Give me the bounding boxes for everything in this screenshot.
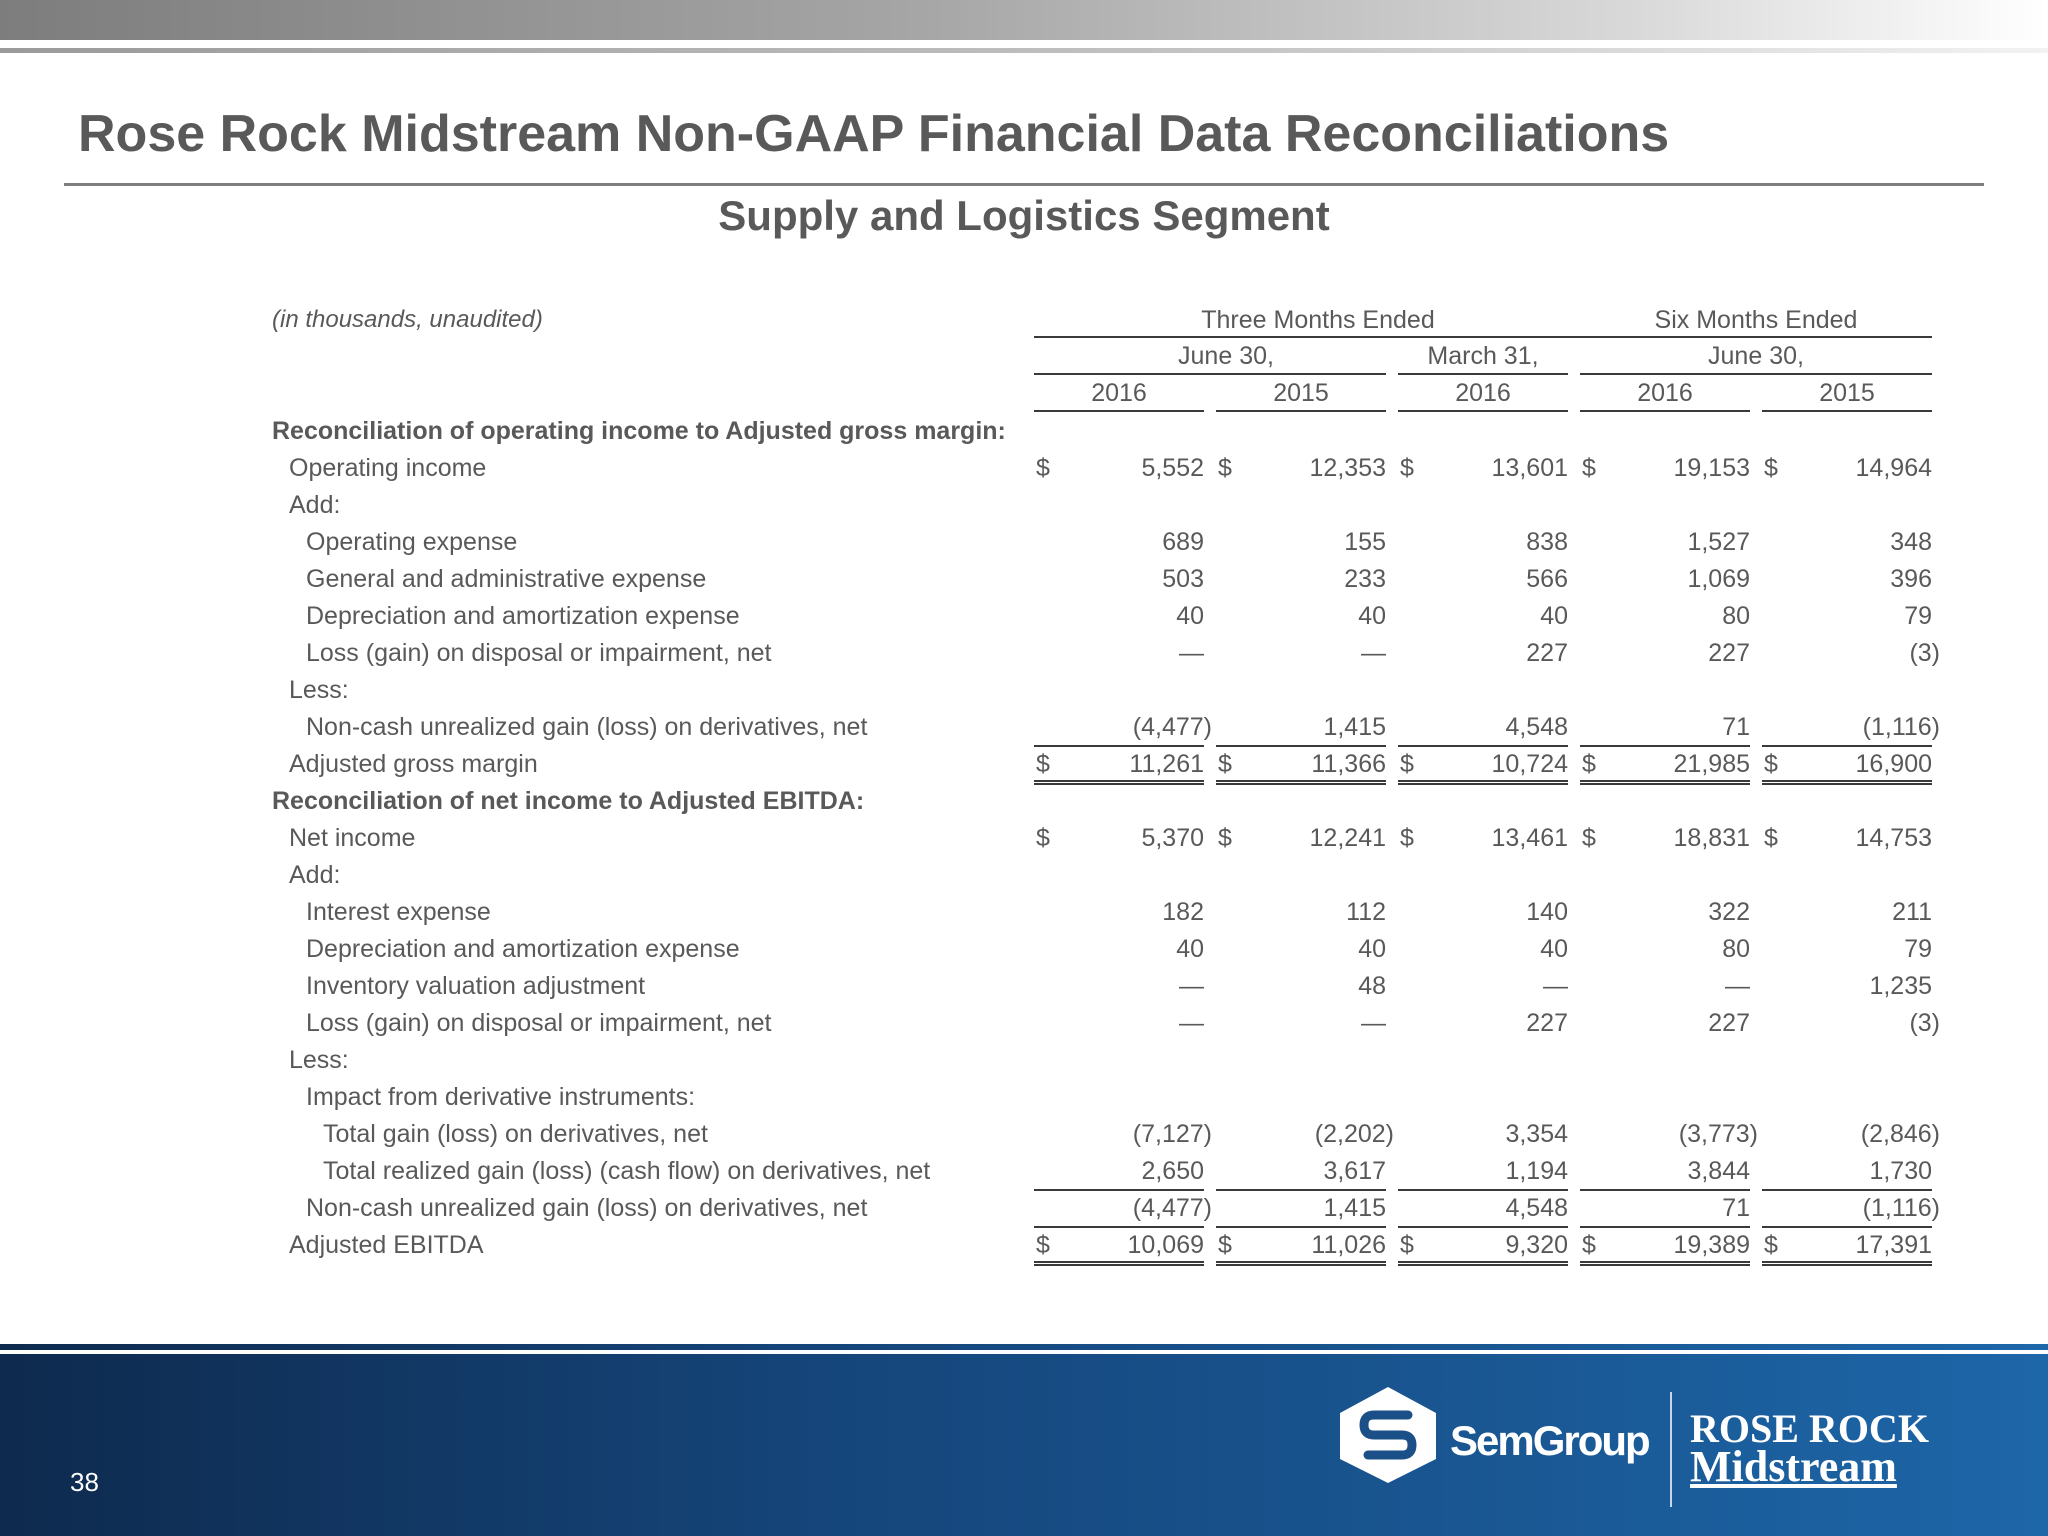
value-cell [1216, 819, 1386, 856]
dollar-sign: $ [1218, 454, 1232, 482]
value: — [1179, 639, 1204, 667]
header-year: 2015 [1273, 379, 1329, 407]
dollar-sign: $ [1036, 824, 1050, 852]
value-cell [1762, 449, 1932, 486]
header-june-30-three-months: June 30, [1178, 342, 1274, 370]
table-row [0, 671, 2048, 708]
value: (3) [1909, 1009, 1940, 1037]
value-cell [1034, 745, 1204, 785]
value: (1,116) [1862, 1194, 1940, 1222]
value-cell [1216, 560, 1386, 597]
table-row [0, 1041, 2048, 1078]
units-note: (in thousands, unaudited) [272, 306, 543, 333]
value-cell [1762, 523, 1932, 560]
value-cell [1034, 819, 1204, 856]
value-cell [1762, 597, 1932, 634]
value: 17,391 [1855, 1231, 1932, 1259]
dollar-sign: $ [1764, 824, 1778, 852]
row-label: Non-cash unrealized gain (loss) on derivatives, net [306, 1194, 868, 1222]
value-cell [1580, 597, 1750, 634]
value-cell [1398, 597, 1568, 634]
value: 40 [1176, 935, 1204, 963]
table-row [0, 1078, 2048, 1115]
row-label: Total realized gain (loss) (cash flow) on derivatives, net [323, 1157, 931, 1185]
dollar-sign: $ [1400, 750, 1414, 778]
value-cell [1398, 1115, 1568, 1152]
value: 140 [1526, 898, 1568, 926]
table-row [0, 449, 2048, 486]
dollar-sign: $ [1582, 1231, 1596, 1259]
value: 14,964 [1855, 454, 1932, 482]
value-cell [1034, 930, 1204, 967]
table-row [0, 1152, 2048, 1189]
dollar-sign: $ [1036, 454, 1050, 482]
table-row [0, 486, 2048, 523]
value-cell [1580, 1152, 1750, 1191]
value-cell [1580, 745, 1750, 785]
value: — [1361, 639, 1386, 667]
dollar-sign: $ [1218, 1231, 1232, 1259]
value: 227 [1708, 639, 1750, 667]
value: 40 [1540, 935, 1568, 963]
value-cell [1034, 893, 1204, 930]
value-cell [1034, 1152, 1204, 1191]
value: 9,320 [1505, 1231, 1568, 1259]
value-cell [1398, 967, 1568, 1004]
row-label: Depreciation and amortization expense [306, 935, 740, 963]
value-cell [1034, 449, 1204, 486]
value-cell [1034, 1004, 1204, 1041]
value: 12,241 [1309, 824, 1386, 852]
semgroup-mark-icon [1336, 1385, 1440, 1485]
header-rule [1034, 373, 1386, 375]
value-cell [1034, 597, 1204, 634]
value: 79 [1904, 602, 1932, 630]
value: 16,900 [1855, 750, 1932, 778]
header-year: 2016 [1091, 379, 1147, 407]
value-cell [1580, 819, 1750, 856]
value-cell [1398, 523, 1568, 560]
row-label: Non-cash unrealized gain (loss) on derivatives, net [306, 713, 868, 741]
value-cell [1034, 523, 1204, 560]
header-rule [1580, 336, 1932, 338]
row-label: Reconciliation of operating income to Adjusted gross margin: [272, 417, 1006, 445]
value-cell [1762, 1004, 1940, 1041]
value: — [1179, 972, 1204, 1000]
top-gradient-bar [0, 0, 2048, 40]
table-row [0, 634, 2048, 671]
semgroup-wordmark: SemGroup [1450, 1417, 1649, 1464]
row-label: Impact from derivative instruments: [306, 1083, 696, 1111]
value: 838 [1526, 528, 1568, 556]
value-cell [1580, 634, 1750, 671]
dollar-sign: $ [1582, 750, 1596, 778]
table-row [0, 819, 2048, 856]
dollar-sign: $ [1400, 454, 1414, 482]
header-rule [1398, 373, 1568, 375]
row-label: Depreciation and amortization expense [306, 602, 740, 630]
value: 71 [1722, 1194, 1750, 1222]
row-label: Operating income [289, 454, 487, 482]
value: 11,026 [1311, 1231, 1386, 1259]
value-cell [1580, 967, 1750, 1004]
value-cell [1034, 1226, 1204, 1266]
table-row [0, 745, 2048, 782]
table-row [0, 967, 2048, 1004]
row-label: Loss (gain) on disposal or impairment, net [306, 639, 772, 667]
value-cell [1216, 1189, 1386, 1228]
value: 396 [1890, 565, 1932, 593]
value-cell [1398, 930, 1568, 967]
value: 13,461 [1491, 824, 1568, 852]
value-cell [1398, 745, 1568, 785]
value-cell [1216, 449, 1386, 486]
value-cell [1034, 1115, 1212, 1152]
value: 1,235 [1869, 972, 1932, 1000]
value: 322 [1708, 898, 1750, 926]
value-cell [1580, 560, 1750, 597]
dollar-sign: $ [1400, 1231, 1414, 1259]
semgroup-logo [1336, 1385, 1656, 1485]
value-cell [1762, 1189, 1940, 1228]
value-cell [1216, 597, 1386, 634]
dollar-sign: $ [1582, 454, 1596, 482]
value: (1,116) [1862, 713, 1940, 741]
row-label: Adjusted EBITDA [289, 1231, 484, 1259]
table-row [0, 782, 2048, 819]
value: 79 [1904, 935, 1932, 963]
value: 5,370 [1141, 824, 1204, 852]
table-row [0, 597, 2048, 634]
value: 1,415 [1323, 713, 1386, 741]
value: 503 [1162, 565, 1204, 593]
value: — [1543, 972, 1568, 1000]
row-label: Inventory valuation adjustment [306, 972, 646, 1000]
value-cell [1398, 1004, 1568, 1041]
row-label: Net income [289, 824, 416, 852]
value-cell [1398, 708, 1568, 747]
table-row [0, 412, 2048, 449]
table-row [0, 930, 2048, 967]
page-title: Rose Rock Midstream Non-GAAP Financial Data Reconciliations [78, 105, 1670, 163]
value: 10,724 [1491, 750, 1568, 778]
value: 1,730 [1869, 1157, 1932, 1185]
value-cell [1762, 1152, 1932, 1191]
value: 1,069 [1687, 565, 1750, 593]
value-cell [1580, 1226, 1750, 1266]
value-cell [1398, 560, 1568, 597]
value-cell [1762, 819, 1932, 856]
value: 11,366 [1311, 750, 1386, 778]
value: 1,194 [1505, 1157, 1568, 1185]
value-cell [1398, 634, 1568, 671]
table-row [0, 893, 2048, 930]
value-cell [1580, 893, 1750, 930]
rose-rock-midstream-logo [1690, 1405, 1950, 1495]
value-cell [1762, 893, 1932, 930]
value-cell [1580, 1004, 1750, 1041]
value: 3,844 [1687, 1157, 1750, 1185]
header-year: 2015 [1819, 379, 1875, 407]
table-row [0, 1115, 2048, 1152]
page-subtitle: Supply and Logistics Segment [718, 192, 1330, 239]
value-cell [1216, 1115, 1394, 1152]
dollar-sign: $ [1218, 750, 1232, 778]
row-label: Operating expense [306, 528, 518, 556]
value-cell [1580, 1115, 1758, 1152]
value-cell [1580, 1189, 1750, 1228]
value-cell [1034, 967, 1204, 1004]
dollar-sign: $ [1582, 824, 1596, 852]
value: 227 [1526, 639, 1568, 667]
value-cell [1216, 1152, 1386, 1191]
header-june-30-six-months: June 30, [1708, 342, 1804, 370]
footer-divider-line [0, 1350, 2048, 1354]
value: 4,548 [1505, 1194, 1568, 1222]
row-label: Reconciliation of net income to Adjusted EBITDA: [272, 787, 865, 815]
value: 18,831 [1673, 824, 1750, 852]
value: 5,552 [1141, 454, 1204, 482]
value-cell [1762, 967, 1932, 1004]
value: 40 [1540, 602, 1568, 630]
value-cell [1398, 449, 1568, 486]
value-cell [1580, 708, 1750, 747]
value-cell [1216, 1226, 1386, 1266]
value: 13,601 [1491, 454, 1568, 482]
value: 11,261 [1129, 750, 1204, 778]
value-cell [1762, 1115, 1940, 1152]
value: 14,753 [1855, 824, 1932, 852]
dollar-sign: $ [1036, 1231, 1050, 1259]
value-cell [1034, 708, 1212, 747]
value: 3,354 [1505, 1120, 1568, 1148]
value-cell [1034, 560, 1204, 597]
value-cell [1034, 634, 1204, 671]
value-cell [1216, 930, 1386, 967]
value-cell [1762, 634, 1940, 671]
top-divider-line [0, 48, 2048, 53]
title-underline [64, 183, 1984, 186]
table-row [0, 1189, 2048, 1226]
page-number: 38 [70, 1467, 99, 1497]
value-cell [1398, 1152, 1568, 1191]
value: 40 [1358, 935, 1386, 963]
value: 1,415 [1323, 1194, 1386, 1222]
value-cell [1762, 1226, 1932, 1266]
row-label: Add: [289, 491, 341, 519]
header-six-months-ended: Six Months Ended [1654, 306, 1858, 334]
header-rule [1034, 336, 1602, 338]
value: 12,353 [1309, 454, 1386, 482]
value: 19,153 [1673, 454, 1750, 482]
row-label: General and administrative expense [306, 565, 707, 593]
value-cell [1398, 819, 1568, 856]
value: 182 [1162, 898, 1204, 926]
rose-rock-wordmark: ROSE ROCK [1690, 1406, 1929, 1451]
value: 2,650 [1141, 1157, 1204, 1185]
value: 211 [1892, 898, 1932, 926]
value-cell [1762, 745, 1932, 785]
value: (4,477) [1132, 713, 1212, 741]
row-label: Less: [289, 1046, 349, 1074]
row-label: Loss (gain) on disposal or impairment, net [306, 1009, 772, 1037]
dollar-sign: $ [1764, 454, 1778, 482]
value: 48 [1358, 972, 1386, 1000]
value: 112 [1346, 898, 1386, 926]
row-label: Less: [289, 676, 349, 704]
value-cell [1216, 523, 1386, 560]
dollar-sign: $ [1764, 750, 1778, 778]
value: 80 [1722, 602, 1750, 630]
table-row [0, 523, 2048, 560]
value-cell [1216, 967, 1386, 1004]
value-cell [1398, 1189, 1568, 1228]
value: 21,985 [1673, 750, 1750, 778]
row-label: Total gain (loss) on derivatives, net [323, 1120, 708, 1148]
header-year: 2016 [1455, 379, 1511, 407]
value: (3,773) [1678, 1120, 1758, 1148]
value-cell [1216, 708, 1386, 747]
value: (2,202) [1314, 1120, 1394, 1148]
value: (7,127) [1132, 1120, 1212, 1148]
value-cell [1762, 560, 1932, 597]
row-label: Adjusted gross margin [289, 750, 538, 778]
value: 4,548 [1505, 713, 1568, 741]
value-cell [1216, 893, 1386, 930]
value-cell [1762, 930, 1932, 967]
value: 10,069 [1127, 1231, 1204, 1259]
value: (3) [1909, 639, 1940, 667]
table-row [0, 856, 2048, 893]
value: — [1179, 1009, 1204, 1037]
value: 71 [1722, 713, 1750, 741]
header-rule [1580, 373, 1932, 375]
dollar-sign: $ [1764, 1231, 1778, 1259]
logo-divider [1670, 1392, 1672, 1507]
row-label: Interest expense [306, 898, 491, 926]
table-row [0, 560, 2048, 597]
value: 566 [1526, 565, 1568, 593]
table-row [0, 708, 2048, 745]
value: 19,389 [1673, 1231, 1750, 1259]
value: 348 [1890, 528, 1932, 556]
value: 40 [1358, 602, 1386, 630]
header-year: 2016 [1637, 379, 1693, 407]
value-cell [1216, 1004, 1386, 1041]
value: 80 [1722, 935, 1750, 963]
value: (2,846) [1860, 1120, 1940, 1148]
value: 1,527 [1687, 528, 1750, 556]
value: 227 [1526, 1009, 1568, 1037]
value-cell [1762, 708, 1940, 747]
value-cell [1580, 449, 1750, 486]
header-march-31: March 31, [1427, 342, 1539, 370]
value-cell [1398, 1226, 1568, 1266]
value: 3,617 [1323, 1157, 1386, 1185]
row-label: Add: [289, 861, 341, 889]
dollar-sign: $ [1218, 824, 1232, 852]
value: 233 [1344, 565, 1386, 593]
table-row [0, 1004, 2048, 1041]
value: 227 [1708, 1009, 1750, 1037]
value-cell [1580, 523, 1750, 560]
value: 40 [1176, 602, 1204, 630]
dollar-sign: $ [1036, 750, 1050, 778]
value: — [1725, 972, 1750, 1000]
value-cell [1580, 930, 1750, 967]
value: — [1361, 1009, 1386, 1037]
value: 155 [1344, 528, 1386, 556]
midstream-wordmark: Midstream [1690, 1442, 1897, 1491]
value-cell [1216, 745, 1386, 785]
dollar-sign: $ [1400, 824, 1414, 852]
value: 689 [1162, 528, 1204, 556]
value-cell [1034, 1189, 1212, 1228]
value: (4,477) [1132, 1194, 1212, 1222]
header-three-months-ended: Three Months Ended [1201, 306, 1435, 334]
value-cell [1216, 634, 1386, 671]
table-row [0, 1226, 2048, 1263]
value-cell [1398, 893, 1568, 930]
